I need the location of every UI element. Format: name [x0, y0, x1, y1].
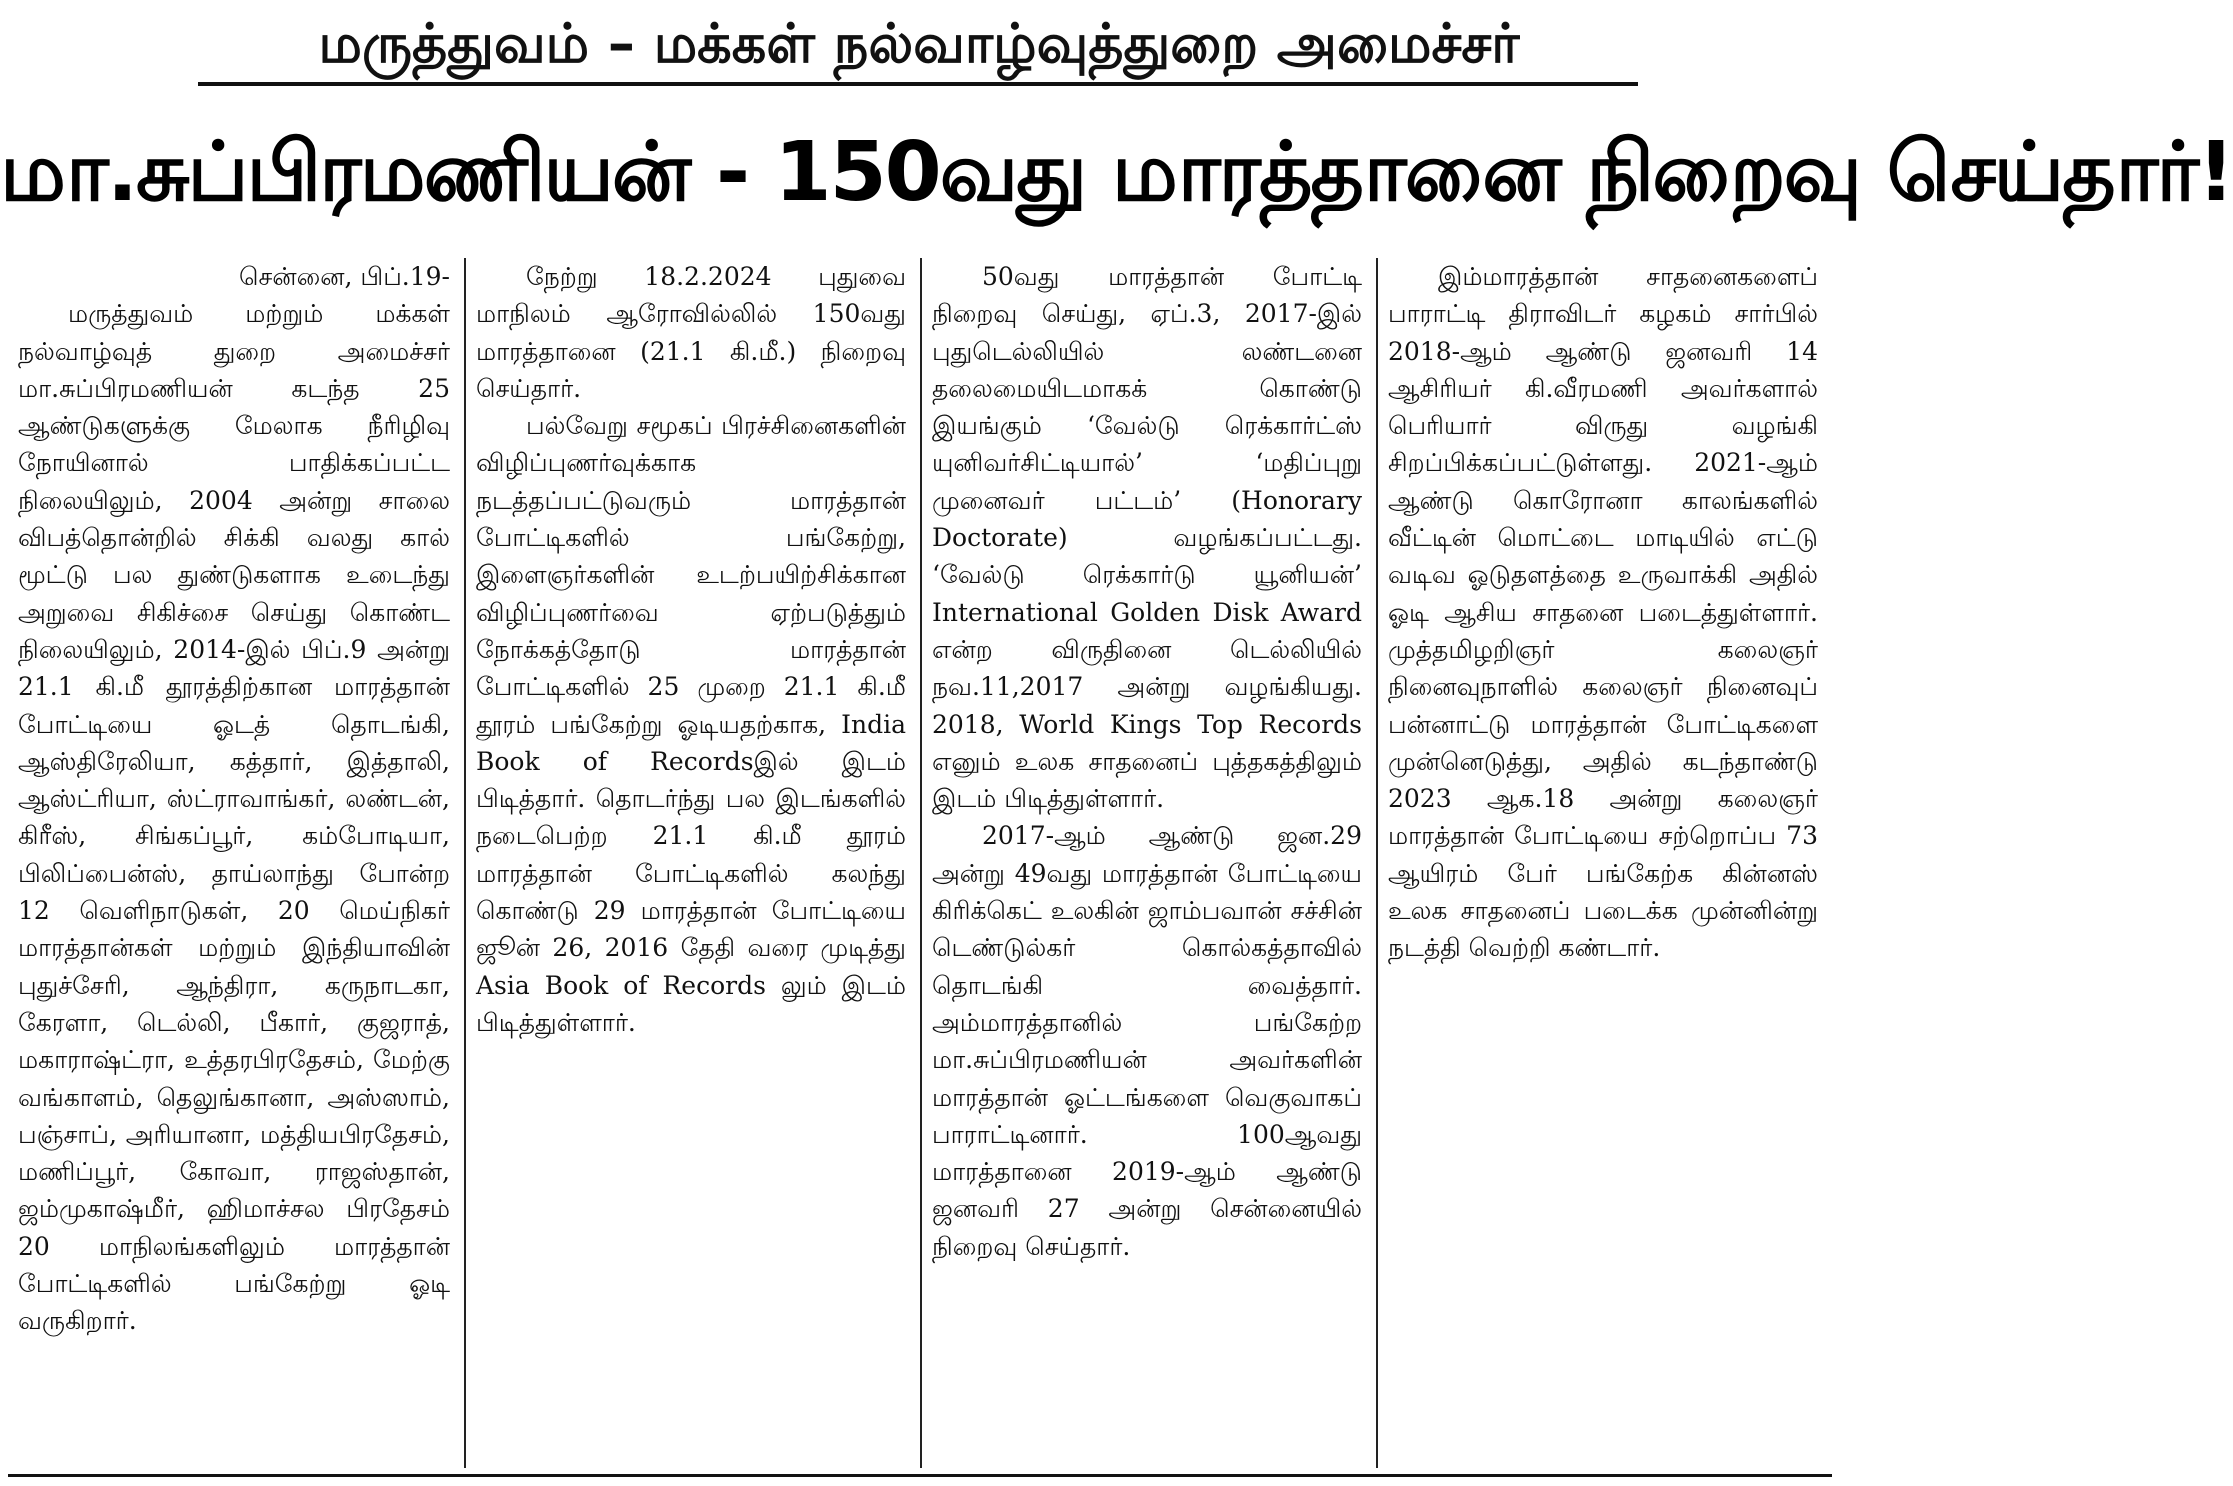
kicker-heading: மருத்துவம் – மக்கள் நல்வாழ்வுத்துறை அமைச்சர் [318, 12, 1520, 75]
column-1 [8, 258, 464, 1468]
dateline: சென்னை, பிப்.19- [239, 262, 450, 291]
bottom-rule [8, 1474, 1832, 1477]
paragraph-3: பல்வேறு சமூகப் பிரச்சினைகளின் விழிப்புணர்வுக்காக நடத்தப்பட்டுவரும் மாரத்தான் போட்டிகளில் பங்கேற்று, இளைஞர்களின் உடற்பயிற்சிக்கான விழிப்புணர்வை ஏற்படுத்தும் நோக்கத்தோடு மாரத்தான் போட்டிகளில் 25 முறை 21.1 கி.மீ தூரம் பங்கேற்று ஓடியதற்காக, India Book of Recordsஇல் இடம் பிடித்தார். தொடர்ந்து பல இடங்களில் நடைபெற்ற 21.1 கி.மீ தூரம் மாரத்தான் போட்டிகளில் கலந்து கொண்டு 29 மாரத்தான் போட்டியை ஜூன் 26, 2016 தேதி வரை முடித்து Asia Book of Records லும் இடம் பிடித்துள்ளார். [476, 411, 906, 1037]
column-3 [920, 258, 1376, 1468]
column-2 [464, 258, 920, 1468]
paragraph-2: நேற்று 18.2.2024 புதுவை மாநிலம் ஆரோவில்லில் 150வது மாரத்தானை (21.1 கி.மீ.) நிறைவு செய்தார். [476, 262, 906, 403]
paragraph-5: 2017-ஆம் ஆண்டு ஜன.29 அன்று 49வது மாரத்தான் போட்டியை கிரிக்கெட் உலகின் ஜாம்பவான் சச்சின் டெண்டுல்கர் கொல்கத்தாவில் தொடங்கி வைத்தார். அம்மாரத்தானில் பங்கேற்ற மா.சுப்பிரமணியன் அவர்களின் மாரத்தான் ஓட்டங்களை வெகுவாகப் பாராட்டினார். 100ஆவது மாரத்தானை 2019-ஆம் ஆண்டு ஜனவரி 27 அன்று சென்னையில் நிறைவு செய்தார். [932, 821, 1362, 1261]
kicker-underline [198, 82, 1638, 86]
headline: மா.சுப்பிரமணியன் - 150வது மாரத்தானை நிறைவு செய்தார்! [0, 125, 2233, 220]
paragraph-4: 50வது மாரத்தான் போட்டி நிறைவு செய்து, ஏப்.3, 2017-இல் புதுடெல்லியில் லண்டனை தலைமையிடமாகக் கொண்டு இயங்கும் ‘வேல்டு ரெக்கார்ட்ஸ் யுனிவர்சிட்டியால்’ ‘மதிப்புறு முனைவர் பட்டம்’ (Honorary Doctorate) வழங்கப்பட்டது. ‘வேல்டு ரெக்கார்டு யூனியன்’ International Golden Disk Award என்ற விருதினை டெல்லியில் நவ.11,2017 அன்று வழங்கியது. 2018, World Kings Top Records எனும் உலக சாதனைப் புத்தகத்திலும் இடம் பிடித்துள்ளார். [932, 262, 1362, 814]
column-4 [1376, 258, 1832, 1468]
paragraph-6: இம்மாரத்தான் சாதனைகளைப் பாராட்டி திராவிடர் கழகம் சார்பில் 2018-ஆம் ஆண்டு ஜனவரி 14 ஆசிரியர் கி.வீரமணி அவர்களால் பெரியார் விருது வழங்கி சிறப்பிக்கப்பட்டுள்ளது. 2021-ஆம் ஆண்டு கொரோனா காலங்களில் வீட்டின் மொட்டை மாடியில் எட்டு வடிவ ஓடுதளத்தை உருவாக்கி அதில் ஓடி ஆசிய சாதனை படைத்துள்ளார். முத்தமிழறிஞர் கலைஞர் நினைவுநாளில் கலைஞர் நினைவுப் பன்னாட்டு மாரத்தான் போட்டிகளை முன்னெடுத்து, அதில் கடந்தாண்டு 2023 ஆக.18 அன்று கலைஞர் மாரத்தான் போட்டியை சற்றொப்ப 73 ஆயிரம் பேர் பங்கேற்க கின்னஸ் உலக சாதனைப் படைக்க முன்னின்று நடத்தி வெற்றி கண்டார். [1388, 262, 1818, 963]
paragraph-1: மருத்துவம் மற்றும் மக்கள் நல்வாழ்வுத் துறை அமைச்சர் மா.சுப்பிரமணியன் கடந்த 25 ஆண்டுகளுக்கு மேலாக நீரிழிவு நோயினால் பாதிக்கப்பட்ட நிலையிலும், 2004 அன்று சாலை விபத்தொன்றில் சிக்கி வலது கால் மூட்டு பல துண்டுகளாக உடைந்து அறுவை சிகிச்சை செய்து கொண்ட நிலையிலும், 2014-இல் பிப்.9 அன்று 21.1 கி.மீ தூரத்திற்கான மாரத்தான் போட்டியை ஓடத் தொடங்கி, ஆஸ்திரேலியா, கத்தார், இத்தாலி, ஆஸ்ட்ரியா, ஸ்ட்ராவாங்கர், லண்டன், கிரீஸ், சிங்கப்பூர், கம்போடியா, பிலிப்பைன்ஸ், தாய்லாந்து போன்ற 12 வெளிநாடுகள், 20 மெய்நிகர் மாரத்தான்கள் மற்றும் இந்தியாவின் புதுச்சேரி, ஆந்திரா, கருநாடகா, கேரளா, டெல்லி, பீகார், குஜராத், மகாராஷ்ட்ரா, உத்தரபிரதேசம், மேற்கு வங்காளம், தெலுங்கானா, அஸ்ஸாம், பஞ்சாப், அரியானா, மத்தியபிரதேசம், மணிப்பூர், கோவா, ராஜஸ்தான், ஜம்முகாஷ்மீர், ஹிமாச்சல பிரதேசம் 20 மாநிலங்களிலும் மாரத்தான் போட்டிகளில் பங்கேற்று ஓடி வருகிறார். [18, 299, 450, 1336]
article-body [8, 258, 1832, 1468]
